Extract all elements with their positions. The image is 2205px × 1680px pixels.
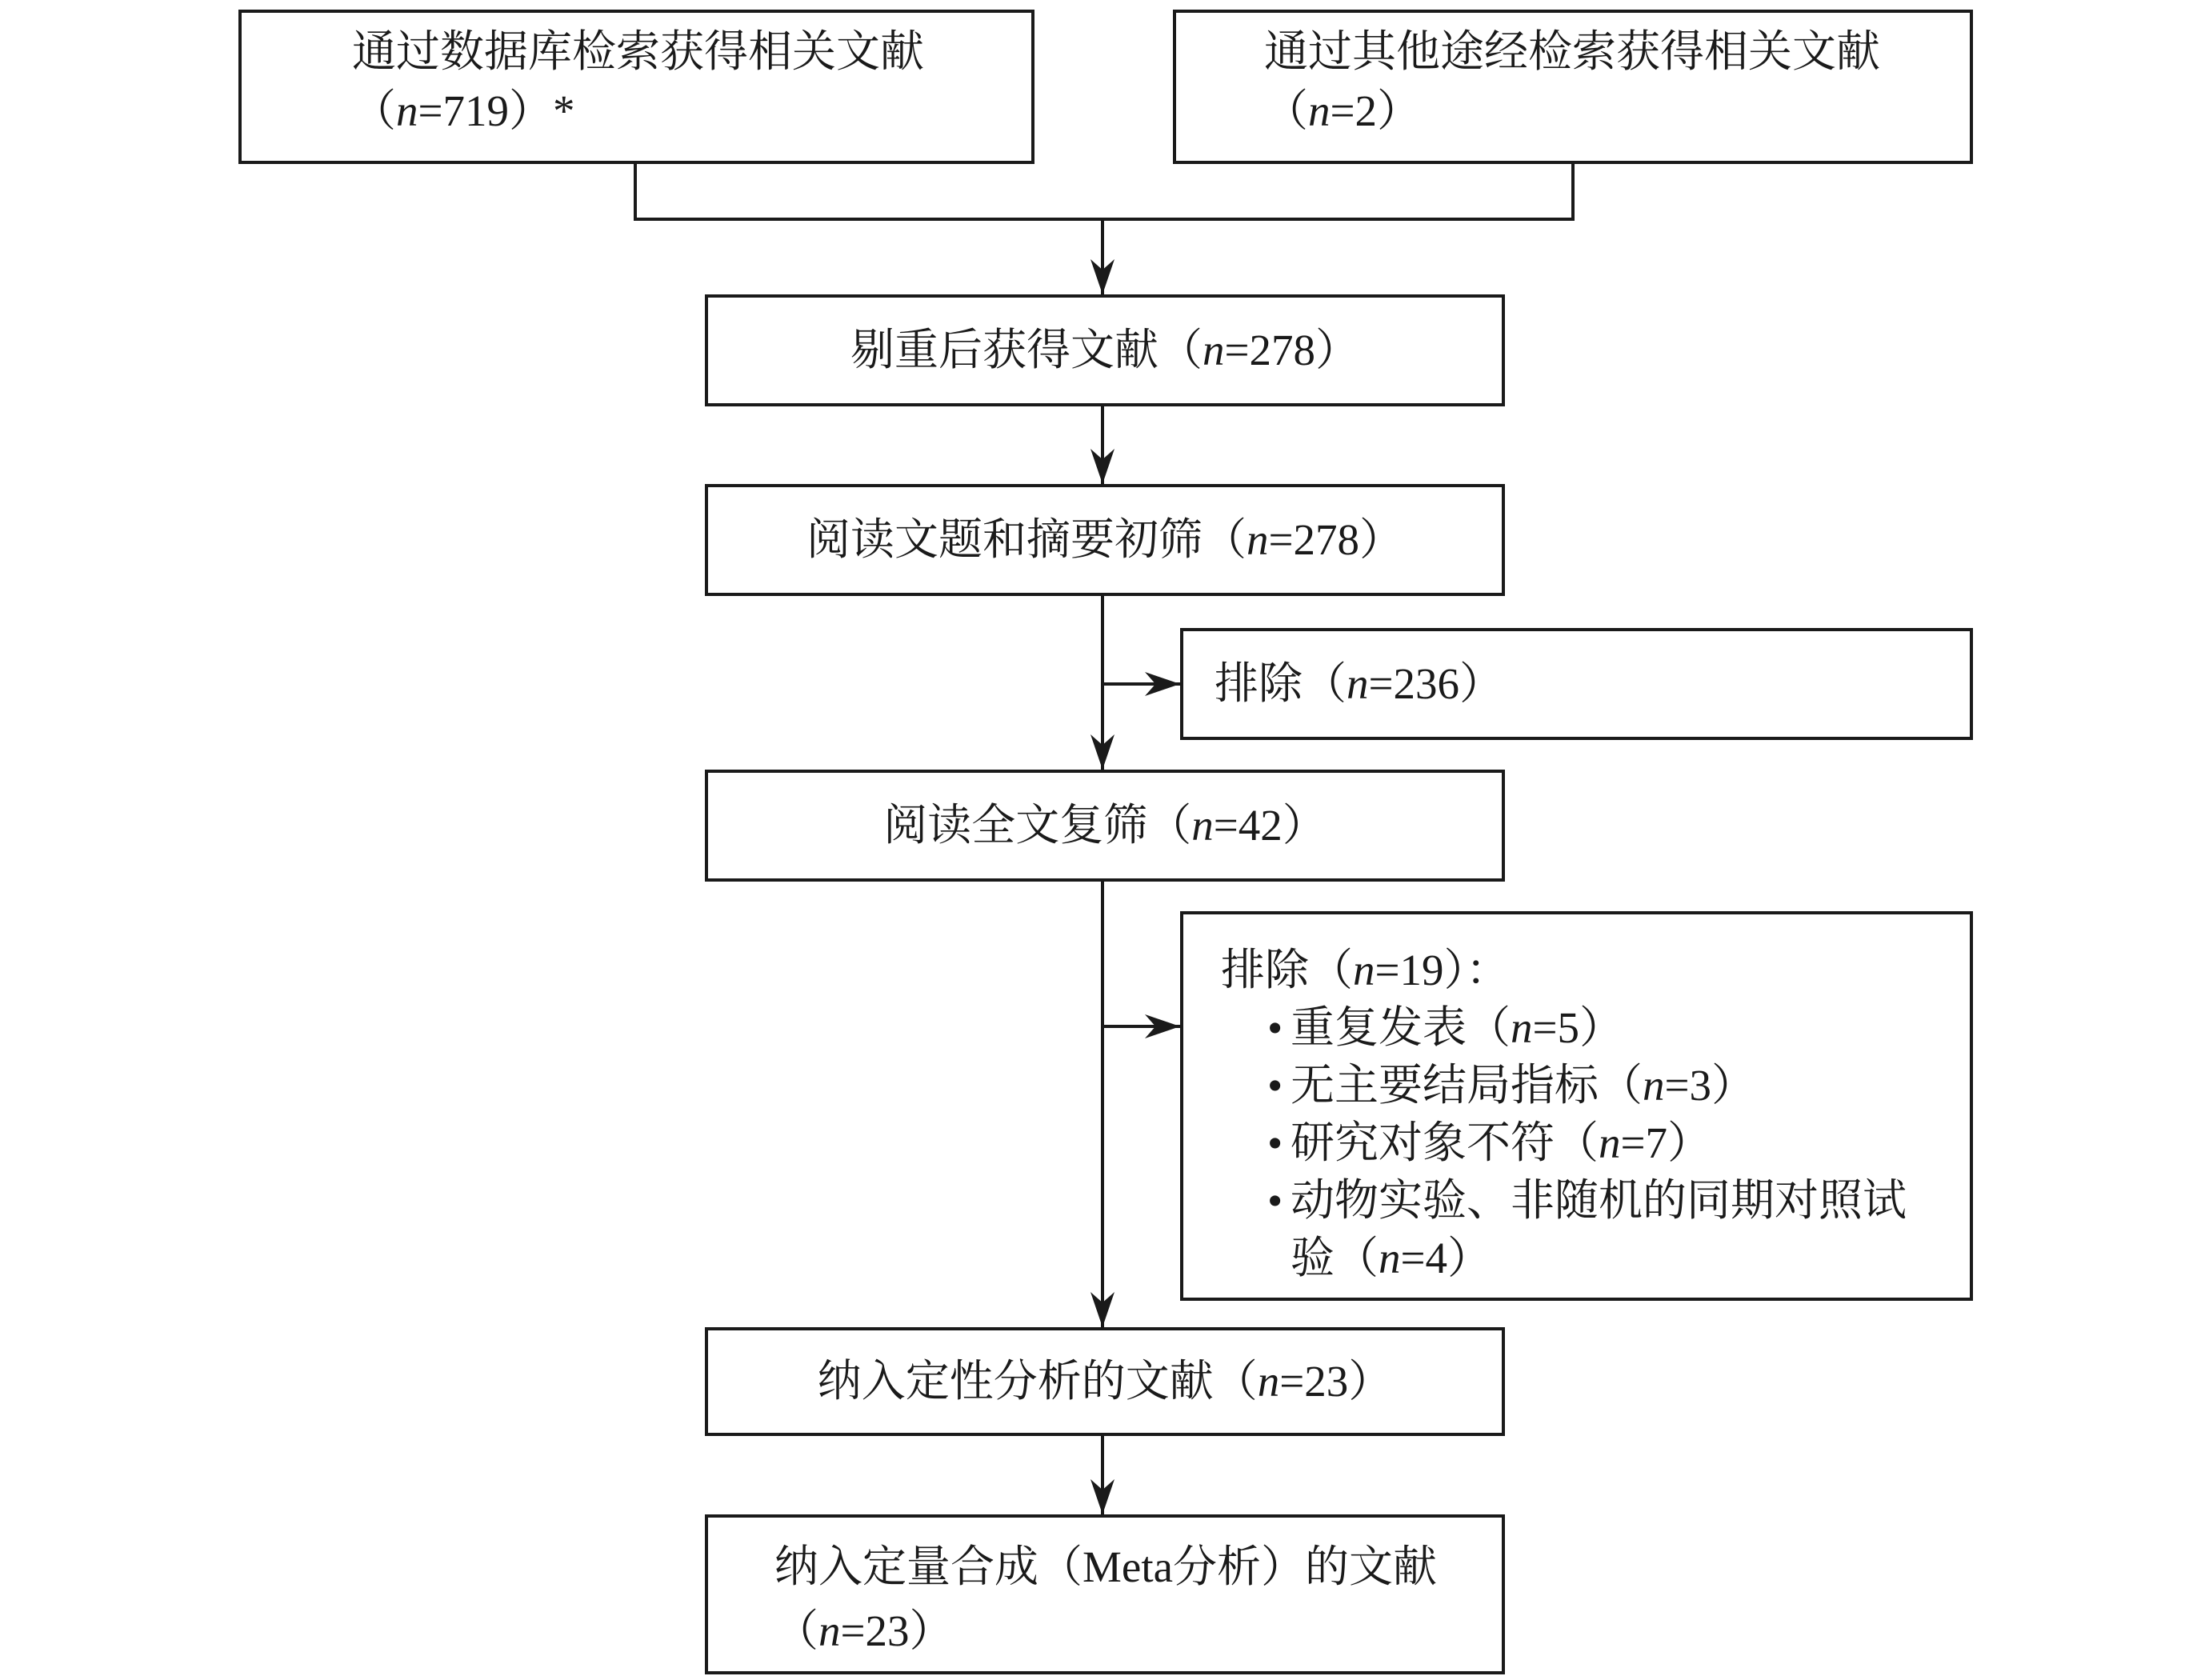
node-deduplicated	[705, 294, 1505, 406]
node-title-abstract-screen-label: 阅读文题和摘要初筛（n=278）	[806, 515, 1404, 565]
node-fulltext-screen	[705, 770, 1505, 882]
node-excluded-fulltext-header: 排除（n=19）：	[1221, 946, 1511, 994]
node-excluded-initial	[1180, 628, 1973, 740]
connector-merge-horizontal	[634, 218, 1575, 221]
node-database-search-line2: （n=719）*	[352, 86, 575, 135]
connector-right-source-stub	[1571, 164, 1575, 221]
node-other-sources-search	[1173, 10, 1973, 164]
node-excluded-fulltext	[1180, 911, 1973, 1301]
excluded-reason-animal-nonrandom: • 动物实验、非随机的同期对照试验（n=4）	[1221, 1172, 1941, 1287]
connector-fulltext-to-qualitative	[1101, 882, 1104, 1327]
node-deduplicated-label: 剔重后获得文献（n=278）	[850, 326, 1360, 375]
excluded-reason-duplicate: • 重复发表（n=5）	[1221, 999, 1941, 1057]
node-title-abstract-screen	[705, 484, 1505, 596]
node-qualitative-included	[705, 1327, 1505, 1436]
excluded-reason-wrong-subjects: • 研究对象不符（n=7）	[1221, 1114, 1941, 1172]
connector-left-source-stub	[634, 164, 637, 221]
node-quantitative-included-line1: 纳入定量合成（Meta分析）的文献	[774, 1542, 1438, 1591]
excluded-reason-no-primary-outcome: • 无主要结局指标（n=3）	[1221, 1057, 1941, 1114]
node-quantitative-included-line2: （n=23）	[774, 1606, 954, 1655]
node-fulltext-screen-label: 阅读全文复筛（n=42）	[883, 801, 1327, 850]
node-excluded-initial-label: 排除（n=236）	[1215, 659, 1504, 709]
node-quantitative-included	[705, 1514, 1505, 1674]
node-other-sources-search-line1: 通过其他途经检索获得相关文献	[1264, 27, 1881, 76]
node-qualitative-included-label: 纳入定性分析的文献（n=23）	[817, 1357, 1393, 1406]
node-other-sources-search-line2: （n=2）	[1264, 86, 1422, 135]
node-database-search	[238, 10, 1034, 164]
node-database-search-line1: 通过数据库检索获得相关文献	[352, 27, 925, 76]
